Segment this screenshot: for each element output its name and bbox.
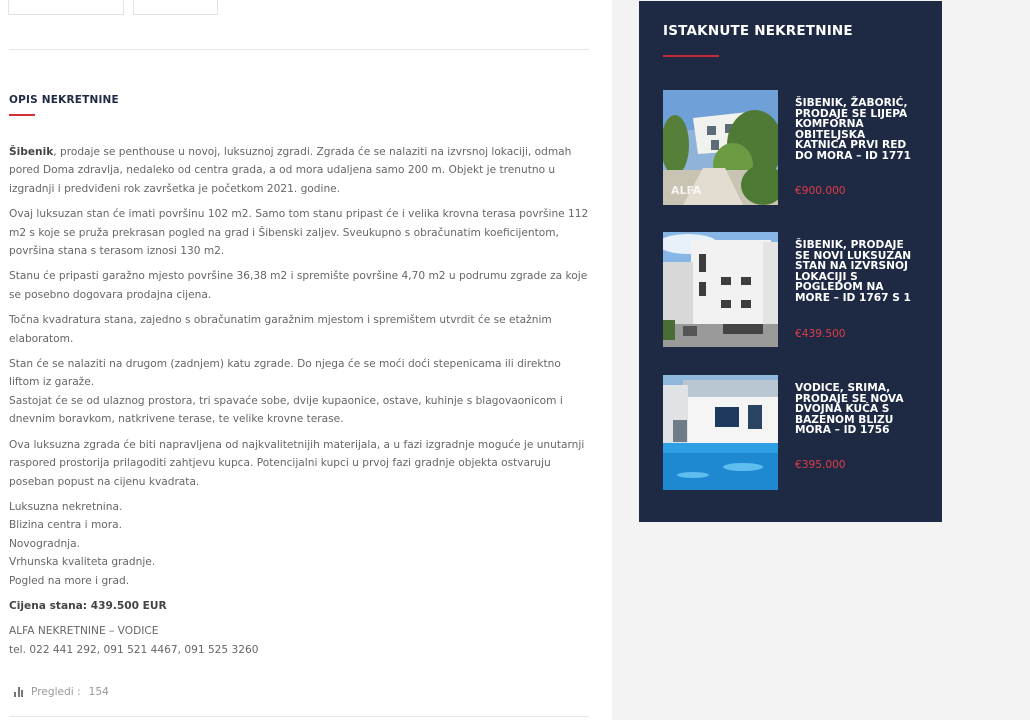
property-thumbnail[interactable] [663,375,778,490]
section-underline [9,114,35,116]
feature-item: Novogradnja. [9,537,80,550]
property-price: €900.000 [795,185,846,197]
description-paragraph: Šibenik, prodaje se penthouse u novoj, luksuznoj zgradi. Zgrada će se nalaziti na izvrsnoj lokaciji, odmah pored Doma zdravlja, nedaleko od centra grada, a od mora udaljena samo 200 m. Objekt je trenutno u izgradnji i predviđeni rok završetka je početkom 2021. godine. [9,146,572,195]
feature-item: Luksuzna nekretnina. [9,500,123,513]
feature-item: Pogled na more i grad. [9,574,130,587]
views-counter [14,686,109,698]
property-price: €439.500 [795,328,846,340]
agency-name: ALFA NEKRETNINE – VODICE [9,625,159,638]
divider [9,716,589,717]
watermark-text: ALFA [671,184,702,197]
property-description [9,143,591,666]
description-paragraph: Sastojat će se od ulaznog prostora, tri spavaće sobe, dvije kupaonice, ostave, kuhinje s blagovaonicom i dnevnim boravkom, natkrivene terase, te velike krovne terase. [9,394,563,426]
tab-box-2[interactable] [133,0,218,15]
agency-phones: tel. 022 441 292, 091 521 4467, 091 525 3260 [9,643,259,656]
description-paragraph: Ova luksuzna zgrada će biti napravljena od najkvalitetnijih materijala, a u fazi izgradnje moguće je unutarnji raspored prostorija prilagoditi zahtjevu kupca. Potencijalni kupci u prvoj fazi gradnje objekta ostvaruju poseban popust na cijenu kvadrata. [9,438,585,488]
feature-list [9,498,591,590]
featured-property-card[interactable] [663,90,923,208]
feature-item: Vrhunska kvaliteta gradnje. [9,556,156,569]
featured-property-card[interactable] [663,375,923,493]
featured-property-card[interactable] [663,232,923,350]
views-label: Pregledi : [31,686,81,698]
agency-contact [9,622,591,659]
tab-box-1[interactable] [8,0,124,15]
price-line: Cijena stana: 439.500 EUR [9,599,167,612]
property-title[interactable]: VODICE, SRIMA, PRODAJE SE NOVA DVOJNA KUĆA S BAZENOM BLIZU MORA – ID 1756 [795,382,904,437]
bar-chart-icon [14,687,23,697]
property-thumbnail[interactable] [663,90,778,205]
city-name: Šibenik [9,146,54,158]
property-thumbnail[interactable] [663,232,778,347]
section-title: OPIS NEKRETNINE [9,94,119,106]
feature-item: Blizina centra i mora. [9,519,122,532]
property-title[interactable]: ŠIBENIK, ŽABORIĆ, PRODAJE SE LIJEPA KOMFORNA OBITELJSKA KATNICA PRVI RED DO MORA – ID 1771 [795,97,911,162]
featured-properties-widget [639,1,942,522]
widget-title-underline [663,55,719,57]
views-count: 154 [88,686,109,698]
description-paragraph: Ovaj luksuzan stan će imati površinu 102 m2. Samo tom stanu pripast će i velika krovna terasa površine 112 m2 s koje se pruža prekrasan pogled na grad i Šibenski zaljev. Sveukupno s obračunatim koeficijentom, površina stana s terasom iznosi 130 m2. [9,208,589,258]
description-paragraph: Stan će se nalaziti na drugom (zadnjem) katu zgrade. Do njega će se moći doći stepenicama ili direktno liftom iz garaže. [9,358,561,389]
description-paragraph: Točna kvadratura stana, zajedno s obračunatim garažnim mjestom i spremištem utvrdit će se etažnim elaboratom. [9,314,552,345]
widget-title: ISTAKNUTE NEKRETNINE [663,23,853,39]
property-price: €395.000 [795,459,846,471]
property-title[interactable]: ŠIBENIK, PRODAJE SE NOVI LUKSUZAN STAN NA IZVRSNOJ LOKACIJI S POGLEDOM NA MORE – ID 1767 S 1 [795,239,912,304]
description-paragraph: Stanu će pripasti garažno mjesto površine 36,38 m2 i spremište površine 4,70 m2 u podrumu zgrade za koje se posebno dogovara prodajna cijena. [9,270,588,301]
divider [9,49,589,50]
